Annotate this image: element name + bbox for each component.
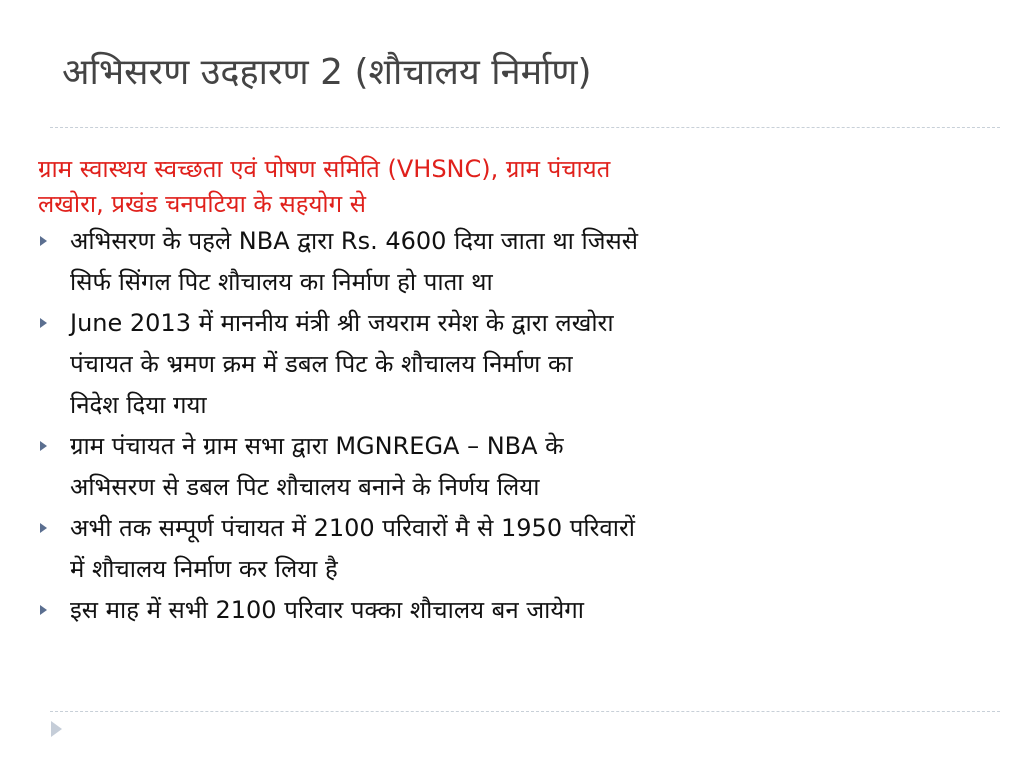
intro-line: ग्राम स्वास्थय स्वच्छता एवं पोषण समिति (VHSNC), ग्राम पंचायत [38, 155, 611, 183]
triangle-bullet-icon [40, 523, 47, 533]
bullet-item [40, 590, 1000, 631]
triangle-bullet-icon [40, 236, 47, 246]
bullet-line: अभिसरण के पहले NBA द्वारा Rs. 4600 दिया जाता था जिससे [70, 227, 638, 255]
bullet-line: ग्राम पंचायत ने ग्राम सभा द्वारा MGNREGA – NBA के [70, 432, 564, 460]
bullet-list [40, 221, 1000, 631]
bullet-item [40, 426, 1000, 508]
next-slide-arrow-icon[interactable] [51, 721, 62, 737]
intro-line: लखोरा, प्रखंड चनपटिया के सहयोग से [38, 190, 366, 218]
triangle-bullet-icon [40, 318, 47, 328]
bullet-line: पंचायत के भ्रमण क्रम में डबल पिट के शौचालय निर्माण का [70, 350, 573, 378]
footer-divider [50, 711, 1000, 712]
bullet-line: June 2013 में माननीय मंत्री श्री जयराम रमेश के द्वारा लखोरा [70, 309, 614, 337]
triangle-bullet-icon [40, 605, 47, 615]
intro-text [38, 152, 978, 222]
title-divider [50, 127, 1000, 128]
bullet-line: अभिसरण से डबल पिट शौचालय बनाने के निर्णय लिया [70, 473, 540, 501]
bullet-line: निदेश दिया गया [70, 391, 207, 419]
bullet-line: सिर्फ सिंगल पिट शौचालय का निर्माण हो पाता था [70, 268, 493, 296]
triangle-bullet-icon [40, 441, 47, 451]
bullet-line: इस माह में सभी 2100 परिवार पक्का शौचालय बन जायेगा [70, 596, 585, 624]
bullet-item [40, 221, 1000, 303]
bullet-item [40, 508, 1000, 590]
bullet-line: अभी तक सम्पूर्ण पंचायत में 2100 परिवारों मै से 1950 परिवारों [70, 514, 635, 542]
bullet-item [40, 303, 1000, 426]
bullet-line: में शौचालय निर्माण कर लिया है [70, 555, 338, 583]
slide-title: अभिसरण उदहारण 2 (शौचालय निर्माण) [62, 52, 592, 93]
